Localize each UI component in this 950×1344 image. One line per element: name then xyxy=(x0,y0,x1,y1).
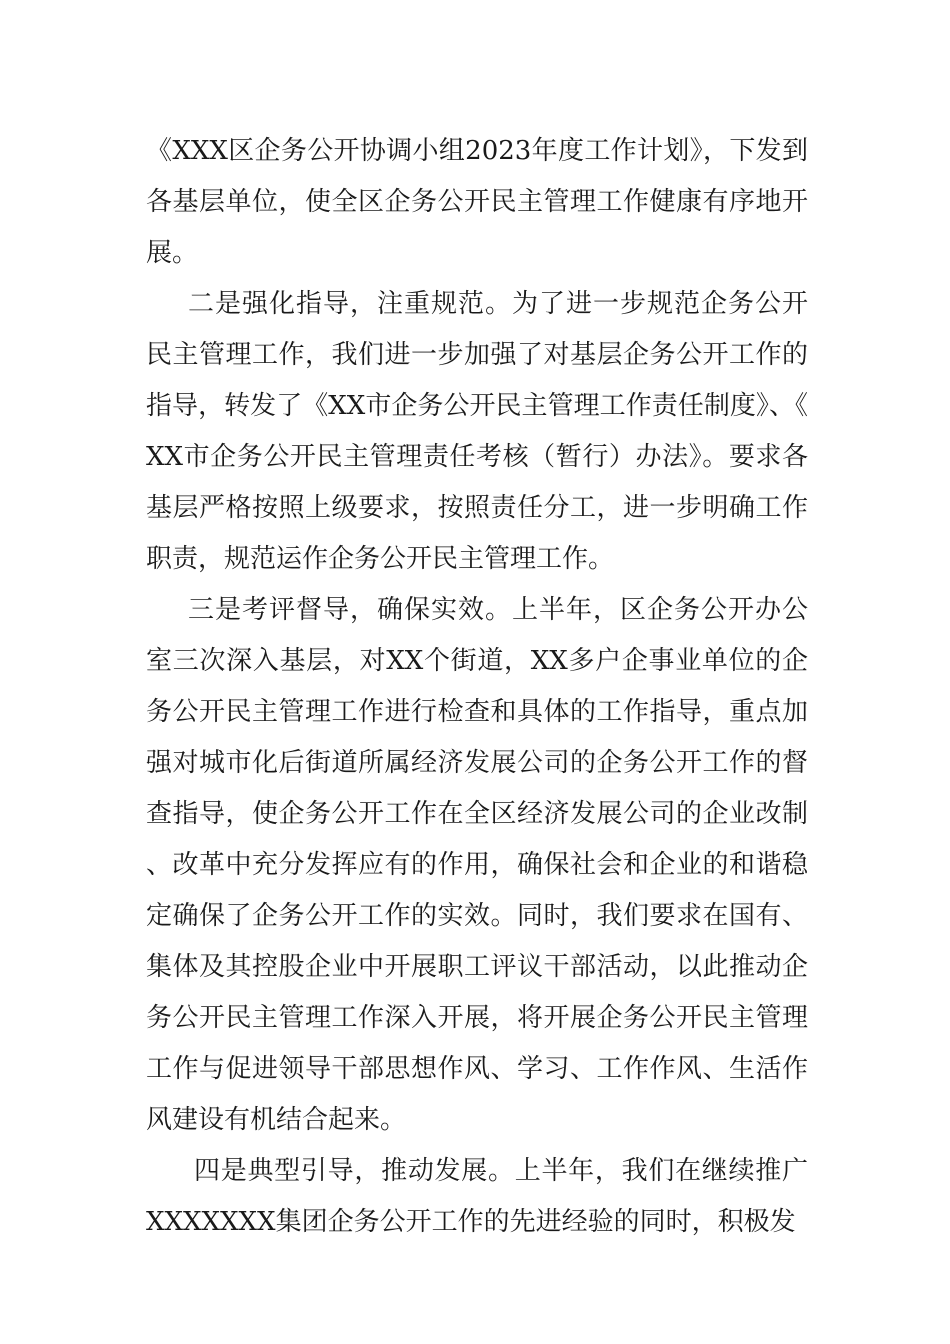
paragraph-2: 二是强化指导，注重规范。为了进一步规范企务公开民主管理工作，我们进一步加强了对基层企务公开工作的指导，转发了《XX市企务公开民主管理工作责任制度》、《XX市企务公开民主管理责任考核（暂行）办法》。要求各基层严格按照上级要求，按照责任分工，进一步明确工作职责，规范运作企务公开民主管理工作。 xyxy=(146,289,808,574)
paragraph-4: 四是典型引导，推动发展。上半年，我们在继续推广XXXXXXX集团企务公开工作的先进经验的同时，积极发 xyxy=(146,1156,808,1237)
paragraph-continuation: 《XXX区企务公开协调小组2023年度工作计划》，下发到各基层单位，使全区企务公开民主管理工作健康有序地开展。 xyxy=(146,136,808,268)
paragraph-3: 三是考评督导，确保实效。上半年，区企务公开办公室三次深入基层，对XX个街道，XX多户企事业单位的企务公开民主管理工作进行检查和具体的工作指导，重点加强对城市化后街道所属经济发展公司的企务公开工作的督查指导，使企务公开工作在全区经济发展公司的企业改制、改革中充分发挥应有的作用，确保社会和企业的和谐稳定确保了企务公开工作的实效。同时，我们要求在国有、集体及其控股企业中开展职工评议干部活动，以此推动企务公开民主管理工作深入开展，将开展企务公开民主管理工作与促进领导干部思想作风、学习、工作作风、生活作风建设有机结合起来。 xyxy=(146,595,808,1135)
document-body xyxy=(146,126,808,1248)
